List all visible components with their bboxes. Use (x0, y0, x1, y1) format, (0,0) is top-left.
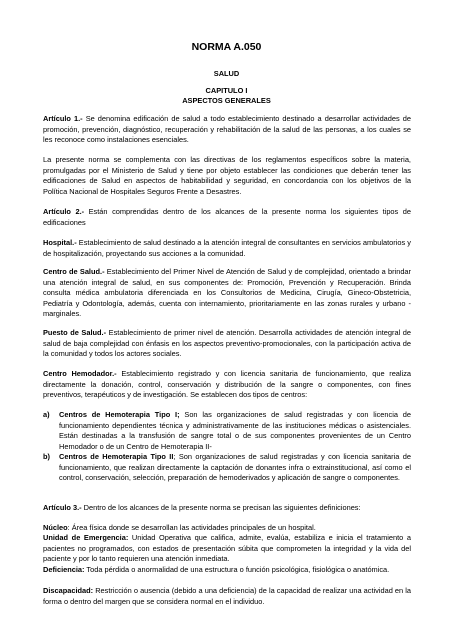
def-hospital (43, 238, 411, 259)
article-2-text: Están comprendidas dentro de los alcances de la presente norma los siguientes tipos de edificaciones (43, 207, 411, 227)
list-marker: a) (43, 410, 50, 419)
article-3-text: Dentro de los alcances de la presente norma se precisan las siguientes definiciones: (81, 503, 361, 512)
article-3-label: Artículo 3.- (43, 503, 82, 512)
document-title: NORMA A.050 (191, 41, 262, 53)
def-text: Toda pérdida o anormalidad de una estructura o función psicológica, fisiológica o anatómica. (84, 565, 390, 574)
def-hospital-label: Hospital.- (43, 238, 77, 247)
list-item-text: ; Son organizaciones de salud registradas y con licencia sanitaria de funcionamiento, que realizan directamente la captación de donantes infra o extrainstitucional, así como el control, conservación, selección, preparación de hemoderivados y aplicación de sangre o componentes. (59, 452, 411, 482)
def-puesto-salud (43, 328, 411, 360)
def-puesto-label: Puesto de Salud.- (43, 328, 107, 337)
def-text: Restricción o ausencia (debido a una deficiencia) de la capacidad de realizar una actividad en la forma o dentro del margen que se considera normal en el individuo. (43, 586, 411, 606)
def-centro-salud (43, 267, 411, 320)
def-label: Núcleo (43, 523, 68, 532)
def-hospital-text: Establecimiento de salud destinado a la atención integral de consultantes en servicios ambulatorios y de hospitalización, proyectando sus acciones a la comunidad. (43, 238, 411, 258)
def-puesto-text: Establecimiento de primer nivel de atención. Desarrolla actividades de atención integral de salud de baja complejidad con énfasis en los aspectos preventivo-promocionales, con la participación activa de la comunidad y todos los actores sociales. (43, 328, 411, 358)
article-1-label: Artículo 1.- (43, 114, 83, 123)
list-item (43, 452, 411, 484)
chapter-number: CAPITULO I (205, 86, 248, 95)
article-3 (43, 503, 411, 514)
section-subtitle: SALUD (213, 69, 240, 78)
article-1-text: Se denomina edificación de salud a todo establecimiento destinado a desarrollar actividades de promoción, prevención, diagnóstico, recuperación y rehabilitación de la salud de las personas, a los cuales se les reconoce como instalaciones esenciales. (43, 114, 411, 144)
def-centro-label: Centro de Salud.- (43, 267, 105, 276)
def-centro-hemodador (43, 369, 411, 401)
def-label: Unidad de Emergencia: (43, 533, 129, 542)
def-nucleo (43, 523, 411, 534)
def-centro-text: Establecimiento del Primer Nivel de Atención de Salud y de complejidad, orientado a brindar una atención integral de salud, en sus componentes de: Promoción, Prevención y Recuperación. Brinda consulta médica ambulatoria diferenciada en los Consultorios de Medicina, Cirugía, Gineco-Obstetricia, Pediatría y Odontología, además, cuenta con internamiento, prioritariamente en las zonas rurales y urbano - marginales. (43, 267, 412, 318)
def-hemo-label: Centro Hemodador.- (43, 369, 117, 378)
def-unidad-emergencia (43, 533, 411, 565)
def-label: Discapacidad: (43, 586, 94, 595)
def-hemo-text: Establecimiento registrado y con licencia sanitaria de funcionamiento, que realiza directamente la donación, control, conservación y distribución de la sangre o componentes, con fines preventivos, terapéuticos y de investigación. Se establecen dos tipos de centros: (43, 369, 412, 399)
def-text: : Área física donde se desarrollan las actividades principales de un hospital. (67, 523, 316, 532)
list-item-label: Centros de Hemoterapia Tipo II (59, 452, 174, 461)
list-item (43, 410, 411, 452)
def-deficiencia (43, 565, 411, 576)
list-item-text: Son las organizaciones de salud registradas y con licencia de funcionamiento dependientes técnica y administrativamente de las instituciones médicas o asistenciales. Están destinadas a la transfusión de sangre total o de sus componentes provenientes de un Centro Hemodador o de un Centro de Hemoterapia II- (59, 410, 411, 451)
def-text: Unidad Operativa que califica, admite, evalúa, estabiliza e inicia el tratamiento a pacientes no programados, con estados de presentación súbita que comprometen la integridad y la vida del paciente y por lo tanto requieren una atención inmediata. (43, 533, 411, 563)
paragraph-complement: La presente norma se complementa con las directivas de los reglamentos específicos sobre la materia, promulgadas por el Ministerio de Salud y tiene por objeto establecer las condiciones que deberán tener las edificaciones de Salud en aspectos de habitabilidad y seguridad, en concordancia con los objetivos de la Política Nacional de Hospitales Seguros Frente a Desastres. (43, 155, 411, 196)
chapter-title: ASPECTOS GENERALES (182, 96, 271, 105)
article-2-label: Artículo 2.- (43, 207, 85, 216)
article-1 (43, 114, 411, 146)
article-2 (43, 207, 411, 228)
def-label: Deficiencia: (43, 565, 85, 574)
list-marker: b) (43, 452, 50, 461)
list-item-label: Centros de Hemoterapia Tipo I; (59, 410, 180, 419)
def-discapacidad (43, 586, 411, 607)
